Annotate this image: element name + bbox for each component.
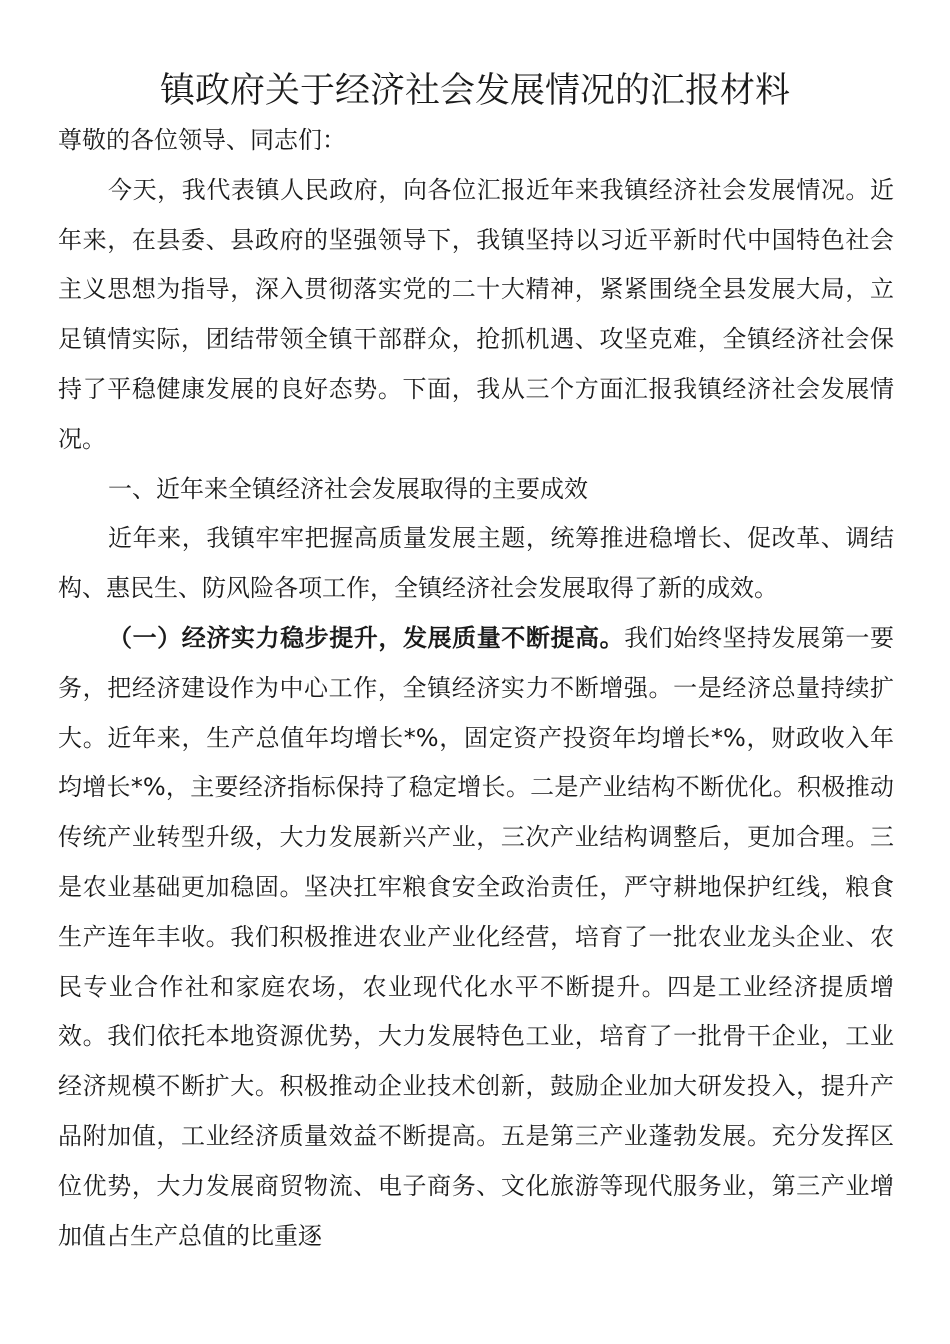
section-intro-paragraph: 近年来，我镇牢牢把握高质量发展主题，统筹推进稳增长、促改革、调结构、惠民生、防风险各项工作，全镇经济社会发展取得了新的成效。 (58, 524, 894, 603)
subsection-body: 我们始终坚持发展第一要务，把经济建设作为中心工作，全镇经济实力不断增强。一是经济总量持续扩大。近年来，生产总值年均增长*%，固定资产投资年均增长*%，财政收入年均增长*%，主要经济指标保持了稳定增长。二是产业结构不断优化。积极推动传统产业转型升级，大力发展新兴产业，三次产业结构调整后，更加合理。三是农业基础更加稳固。坚决扛牢粮食安全政治责任，严守耕地保护红线，粮食生产连年丰收。我们积极推进农业产业化经营，培育了一批农业龙头企业、农民专业合作社和家庭农场，农业现代化水平不断提升。四是工业经济提质增效。我们依托本地资源优势，大力发展特色工业，培育了一批骨干企业，工业经济规模不断扩大。积极推动企业技术创新，鼓励企业加大研发投入，提升产品附加值，工业经济质量效益不断提高。五是第三产业蓬勃发展。充分发挥区位优势，大力发展商贸物流、电子商务、文化旅游等现代服务业，第三产业增加值占生产总值的比重逐 (58, 623, 895, 1250)
section-heading: 一、近年来全镇经济社会发展取得的主要成效 (108, 474, 588, 503)
salutation: 尊敬的各位领导、同志们： (58, 126, 346, 154)
subsection-heading: （一）经济实力稳步提升，发展质量不断提高。 (108, 623, 625, 652)
intro-paragraph: 今天，我代表镇人民政府，向各位汇报近年来我镇经济社会发展情况。近年来，在县委、县政府的坚强领导下，我镇坚持以习近平新时代中国特色社会主义思想为指导，深入贯彻落实党的二十大精神，紧紧围绕全县发展大局，立足镇情实际，团结带领全镇干部群众，抢抓机遇、攻坚克难，全镇经济社会保持了平稳健康发展的良好态势。下面，我从三个方面汇报我镇经济社会发展情况。 (58, 175, 894, 453)
subsection-paragraph (58, 614, 894, 1261)
document-title: 镇政府关于经济社会发展情况的汇报材料 (159, 71, 790, 111)
document-body (58, 116, 894, 1261)
